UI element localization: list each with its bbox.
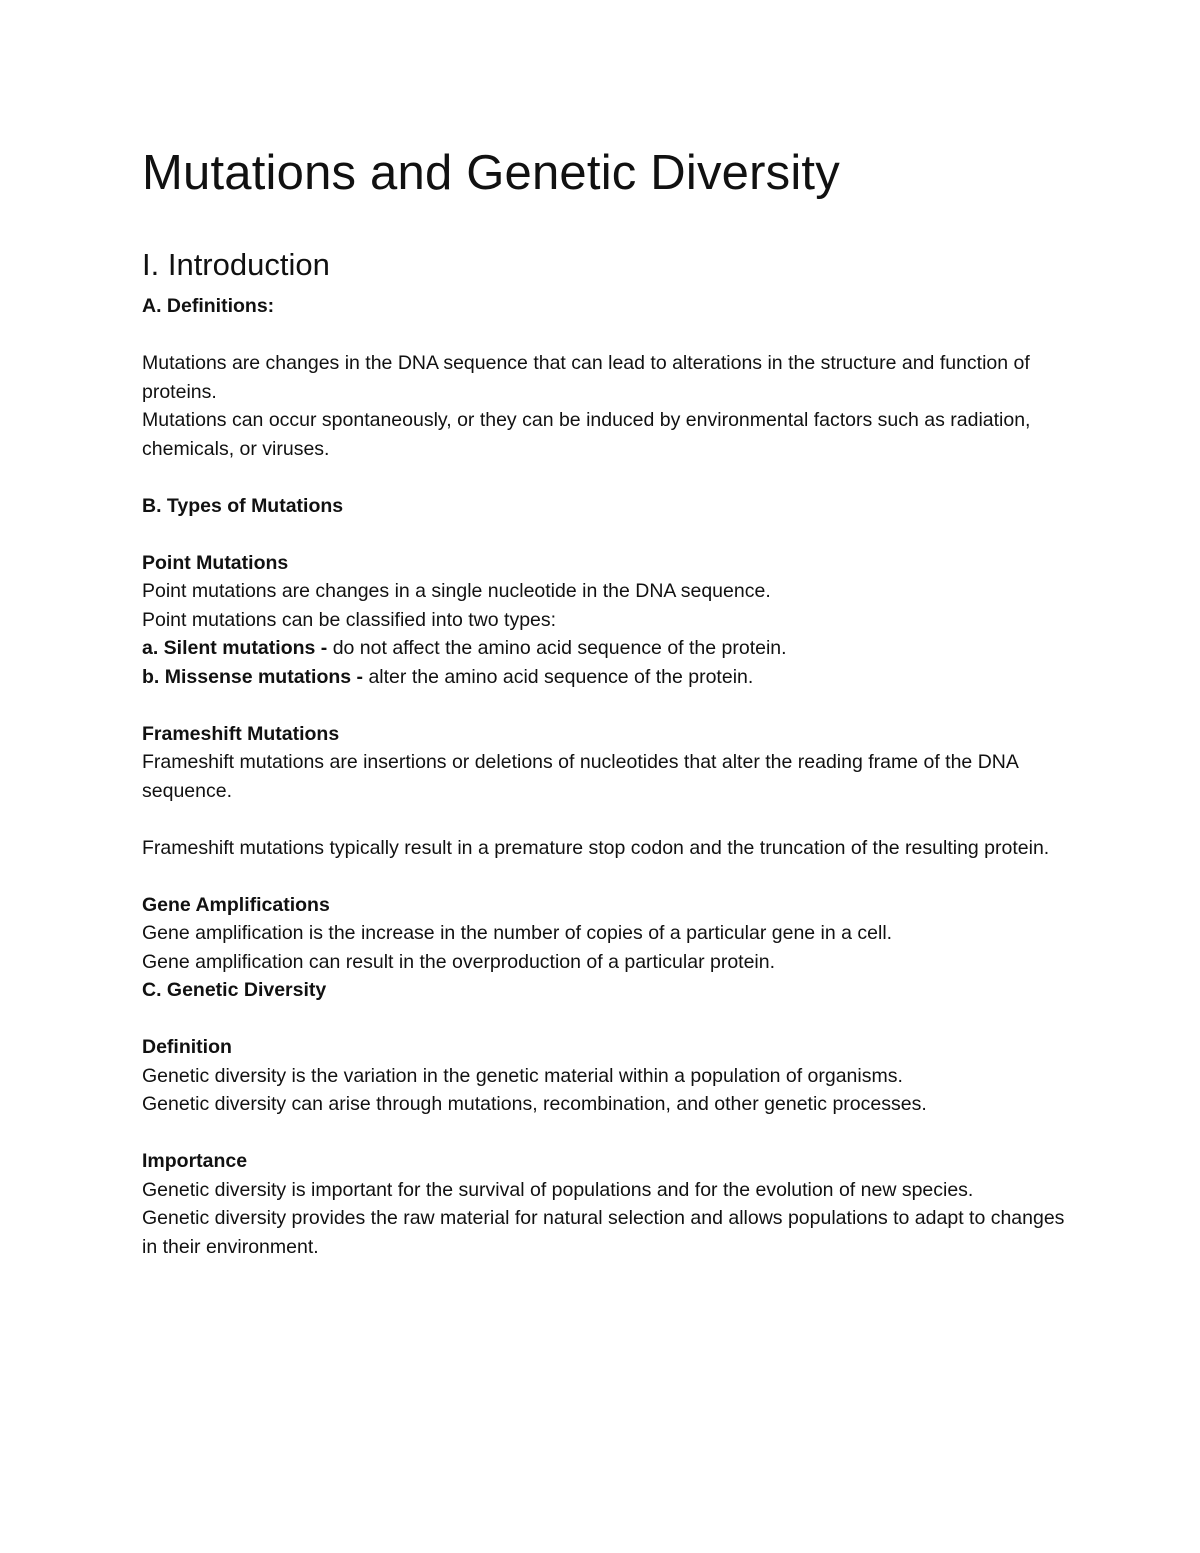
point-mutations-line-2: Point mutations can be classified into two types:	[142, 608, 557, 631]
spacer	[142, 520, 1072, 549]
silent-mutations-label: a. Silent mutations -	[142, 637, 328, 659]
spacer	[142, 321, 1072, 350]
silent-mutations-text: do not affect the amino acid sequence of the protein.	[327, 637, 787, 659]
gene-amplifications-heading: Gene Amplifications	[142, 893, 330, 916]
importance-paragraph-1: Genetic diversity is important for the survival of populations and for the evolution of new species.	[142, 1178, 974, 1201]
section-heading-introduction: I. Introduction	[142, 247, 330, 282]
spacer	[142, 805, 1072, 834]
importance-paragraph-2: Genetic diversity provides the raw material for natural selection and allows populations to adapt to changes in their environment.	[142, 1207, 1065, 1258]
gene-amplifications-line-1: Gene amplification is the increase in the number of copies of a particular gene in a cell.	[142, 922, 893, 944]
document-title: Mutations and Genetic Diversity	[142, 146, 840, 200]
spacer	[142, 691, 1072, 720]
definitions-paragraph-1: Mutations are changes in the DNA sequence that can lead to alterations in the structure and function of proteins.	[142, 352, 1030, 403]
document-body	[142, 140, 1072, 1261]
spacer	[142, 862, 1072, 891]
spacer	[142, 1119, 1072, 1148]
definitions-paragraph-2: Mutations can occur spontaneously, or they can be induced by environmental factors such as radiation, chemicals, or viruses.	[142, 409, 1031, 460]
types-heading: B. Types of Mutations	[142, 494, 344, 517]
frameshift-paragraph-1: Frameshift mutations are insertions or deletions of nucleotides that alter the reading frame of the DNA sequence.	[142, 751, 1018, 802]
frameshift-paragraph-2: Frameshift mutations typically result in a premature stop codon and the truncation of the resulting protein.	[142, 836, 1050, 859]
point-mutations-heading: Point Mutations	[142, 551, 289, 574]
gene-amplifications-line-2: Gene amplification can result in the overproduction of a particular protein.	[142, 950, 776, 973]
genetic-diversity-heading: C. Genetic Diversity	[142, 979, 327, 1001]
missense-mutations-label: b. Missense mutations -	[142, 665, 364, 688]
definition-line-1: Genetic diversity is the variation in the genetic material within a population of organisms.	[142, 1064, 903, 1087]
missense-mutations-item	[142, 663, 1072, 692]
definitions-heading: A. Definitions:	[142, 295, 275, 317]
spacer	[142, 463, 1072, 492]
silent-mutations-item	[142, 634, 1072, 663]
missense-mutations-text: alter the amino acid sequence of the protein.	[363, 665, 754, 688]
definition-heading: Definition	[142, 1036, 232, 1058]
importance-heading: Importance	[142, 1150, 248, 1172]
frameshift-mutations-heading: Frameshift Mutations	[142, 722, 340, 745]
definition-line-2: Genetic diversity can arise through mutations, recombination, and other genetic processes.	[142, 1093, 927, 1115]
point-mutations-line-1: Point mutations are changes in a single nucleotide in the DNA sequence.	[142, 580, 771, 602]
spacer	[142, 1005, 1072, 1034]
